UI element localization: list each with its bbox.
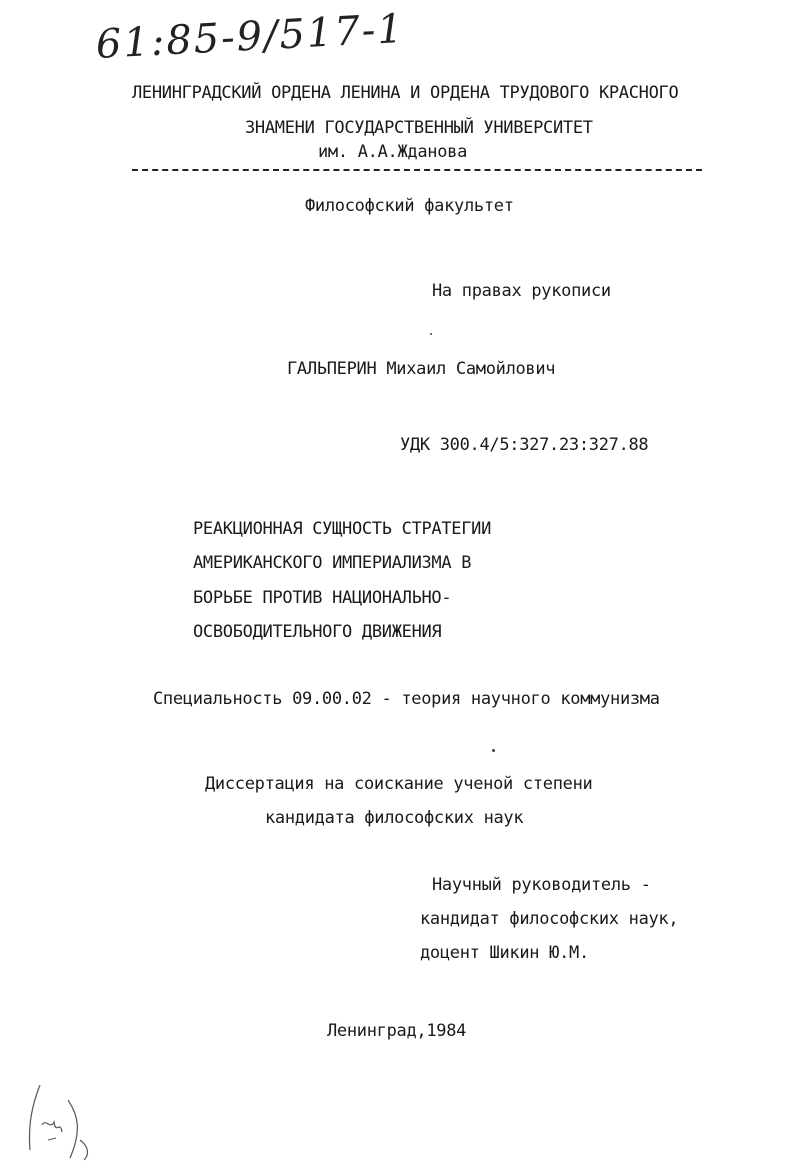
university-line-1: ЛЕНИНГРАДСКИЙ ОРДЕНА ЛЕНИНА И ОРДЕНА ТРУДОВОГО КРАСНОГО (132, 83, 679, 103)
supervisor-line-1: Научный руководитель - (432, 875, 651, 895)
manuscript-rights: На правах рукописи (432, 281, 611, 301)
header-divider (132, 169, 702, 171)
university-line-3: им. А.А.Жданова (318, 142, 468, 162)
specialty: Специальность 09.00.02 - теория научного коммунизма (153, 689, 660, 709)
title-line-2: АМЕРИКАНСКОГО ИМПЕРИАЛИЗМА В (193, 553, 472, 573)
dissertation-line-1: Диссертация на соискание ученой степени (205, 774, 593, 794)
author-name: ГАЛЬПЕРИН Михаил Самойлович (287, 359, 556, 379)
archive-number-handwritten: 61:85-9/517-1 (94, 5, 406, 68)
ink-speck (430, 333, 432, 335)
university-line-2: ЗНАМЕНИ ГОСУДАРСТВЕННЫЙ УНИВЕРСИТЕТ (245, 118, 593, 138)
faculty: Философский факультет (305, 196, 514, 216)
ink-speck (492, 749, 495, 752)
udk-code: УДК 300.4/5:327.23:327.88 (400, 435, 649, 455)
title-line-3: БОРЬБЕ ПРОТИВ НАЦИОНАЛЬНО- (193, 588, 452, 608)
title-line-1: РЕАКЦИОННАЯ СУЩНОСТЬ СТРАТЕГИИ (193, 519, 492, 539)
title-line-4: ОСВОБОДИТЕЛЬНОГО ДВИЖЕНИЯ (193, 622, 442, 642)
dissertation-line-2: кандидата философских наук (265, 808, 524, 828)
handwritten-scribble-mark (10, 1080, 100, 1165)
supervisor-line-3: доцент Шикин Ю.М. (420, 943, 589, 963)
supervisor-line-2: кандидат философских наук, (420, 909, 679, 929)
place-and-year: Ленинград,1984 (327, 1021, 467, 1041)
